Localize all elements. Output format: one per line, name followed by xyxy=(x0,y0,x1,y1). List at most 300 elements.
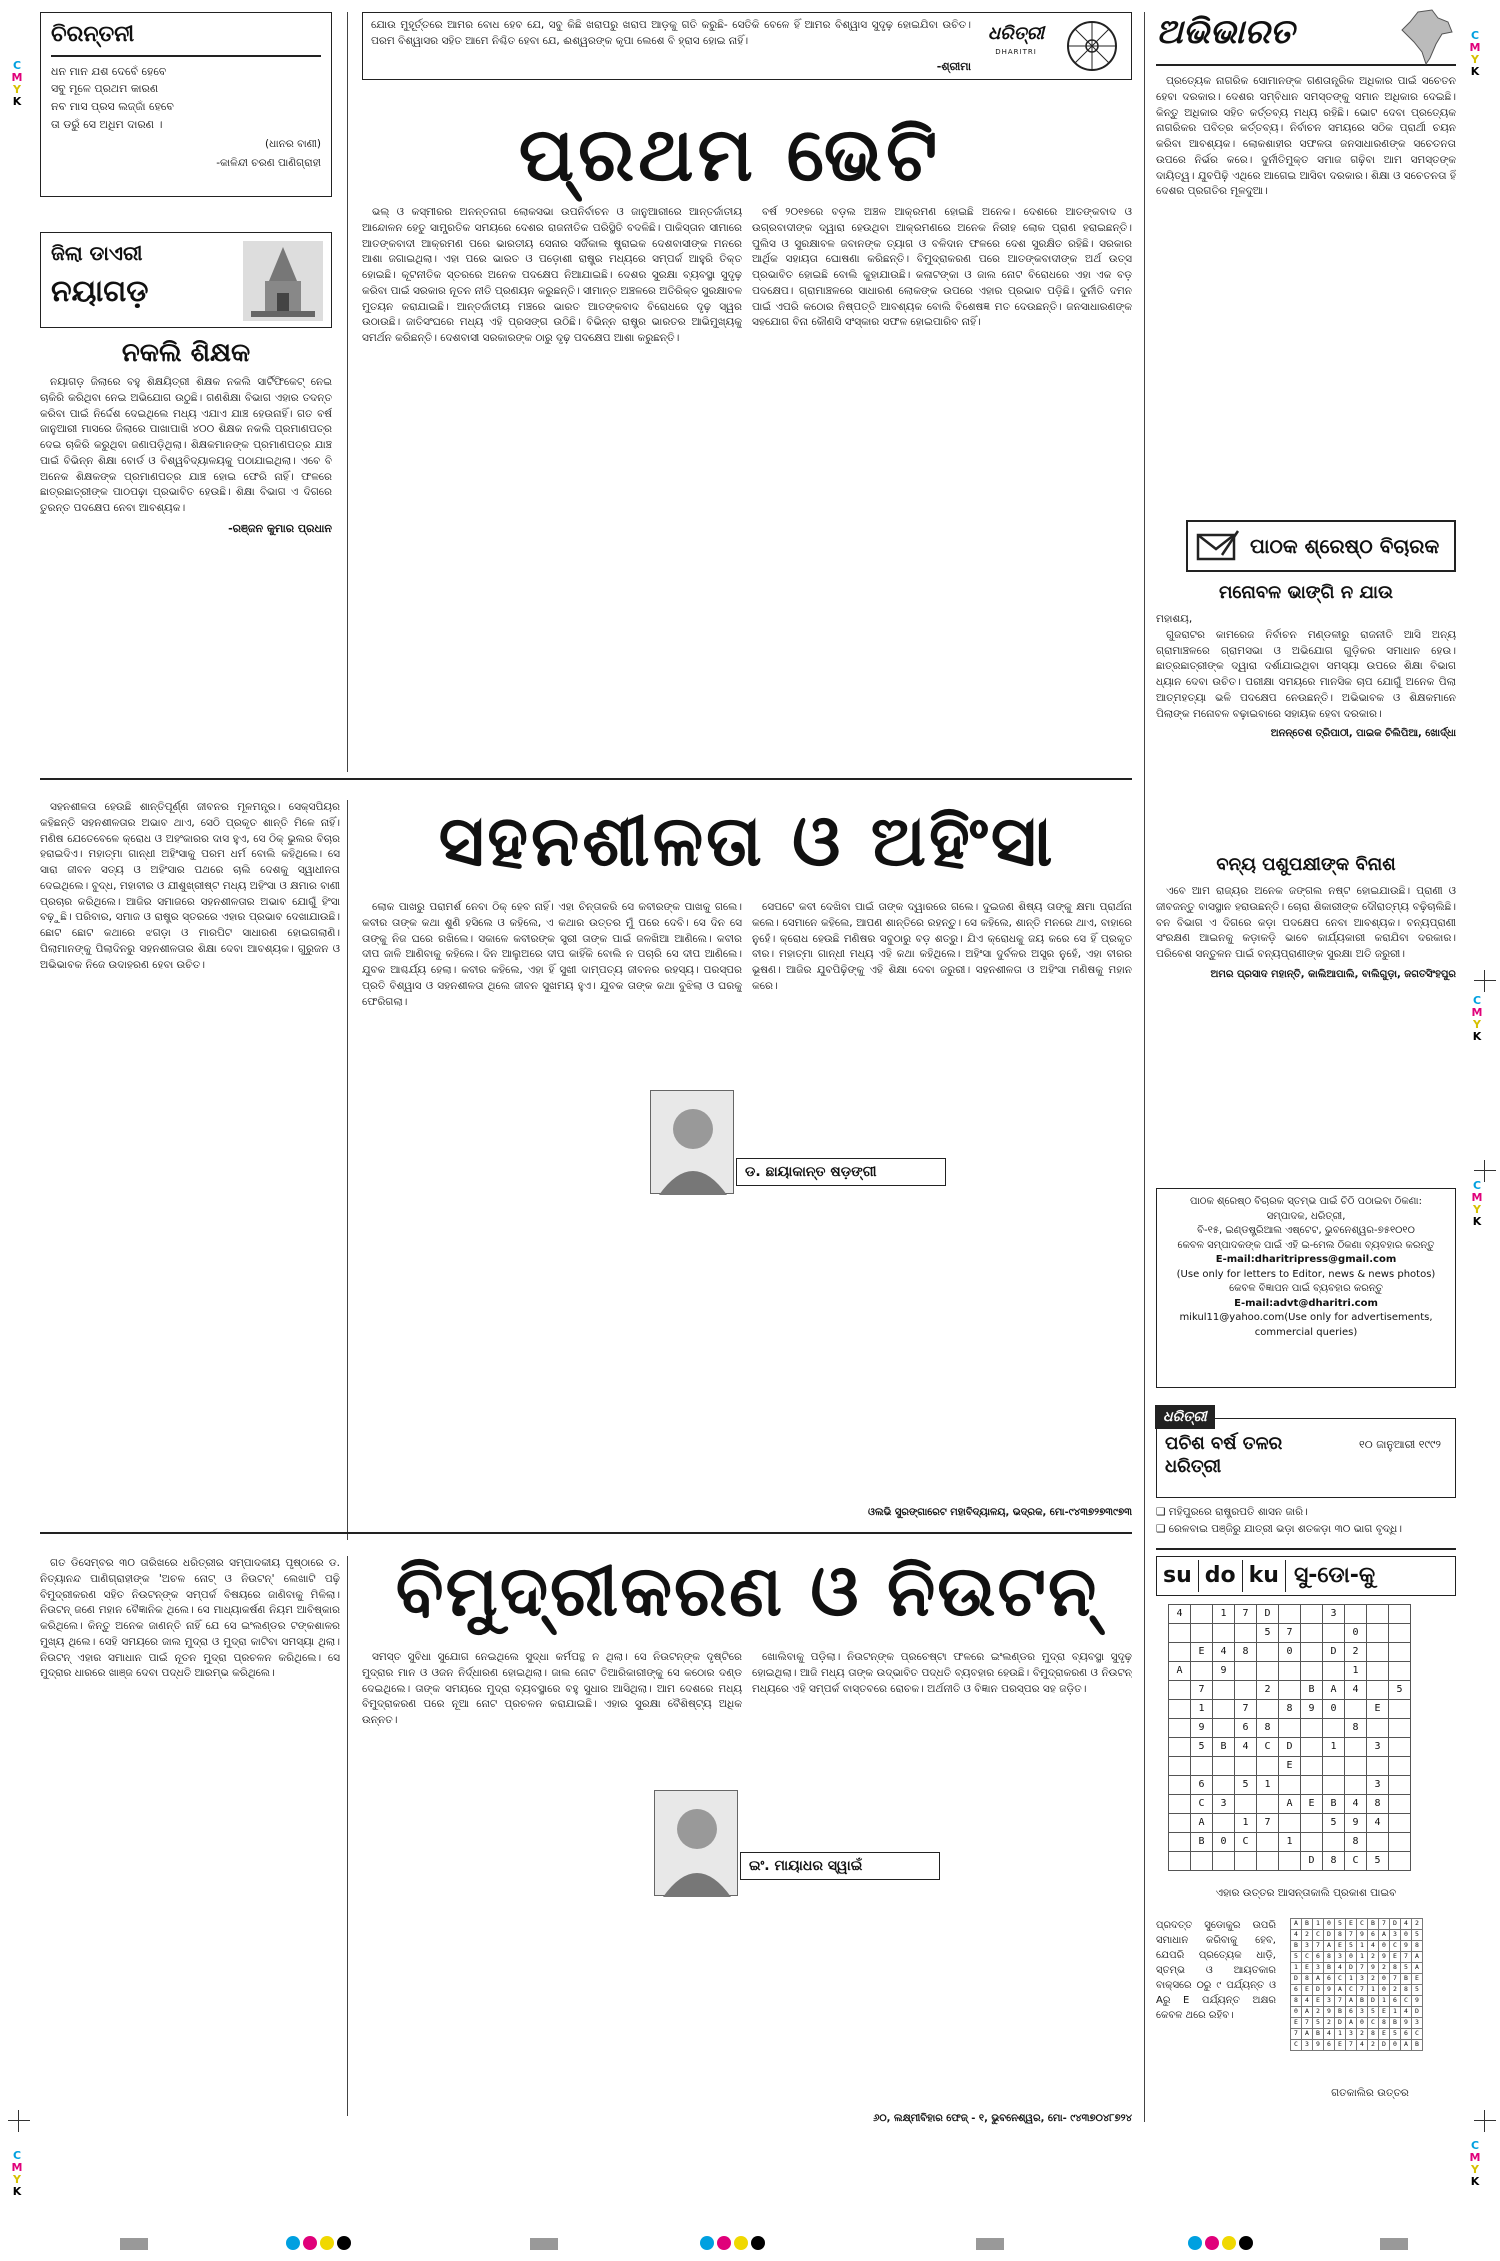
gray-bar xyxy=(530,2238,558,2250)
answer-cell: 7 xyxy=(1357,1963,1368,1974)
sudoku-cell[interactable] xyxy=(1257,1795,1279,1814)
sudoku-instructions xyxy=(1156,1918,1276,2118)
answer-cell: 1 xyxy=(1368,1985,1379,1996)
sudoku-title-part: do xyxy=(1199,1560,1243,1592)
article1-paragraph: ଭଲ୍ ଓ କସ୍ମୀରର ଅନନ୍ତନାଗ ଲୋକସଭା ଉପନିର୍ବାଚନ ଓ ଜାନୁଆରୀରେ ଆନ୍ତର୍ଜାତୀୟ ଆନ୍ଦୋଳନ ହେତୁ ସାମ୍ପ୍ରତିକ ସମୟରେ ଦେଶର ରାଜନୀତିକ ପରିସ୍ଥିତି ବଦଳିଛି। ପାକିସ୍ତାନ ସୀମାରେ ଆତଙ୍କବାଦୀ ଆକ୍ରମଣ ପରେ ଭାରତୀୟ ସେନାର ସର୍ଜିକାଲ ଷ୍ଟ୍ରାଇକ ଦେଶବାସୀଙ୍କ ମନରେ ଆଶା ଜଗାଇଥିଲା। ଏହା ପରେ ଭାରତ ଓ ପଡ଼ୋଶୀ ରାଷ୍ଟ୍ର ମଧ୍ୟରେ ସମ୍ପର୍କ ଆହୁରି ତିକ୍ତ ହୋଇଛି। କୂଟନୀତିକ ସ୍ତରରେ ଅନେକ ପଦକ୍ଷେପ ନିଆଯାଇଛି। ଦେଶର ସୁରକ୍ଷା ବ୍ୟବସ୍ଥା ସୁଦୃଢ଼ କରିବା ପାଇଁ ସରକାର ନୂତନ ନୀତି ପ୍ରଣୟନ କରୁଛନ୍ତି। ସୀମାନ୍ତ ଅଞ୍ଚଳରେ ଅତିରିକ୍ତ ସୁରକ୍ଷାବଳ ମୁତୟନ କରାଯାଇଛି। ଆନ୍ତର୍ଜାତୀୟ ମଞ୍ଚରେ ଭାରତ ଆତଙ୍କବାଦ ବିରୋଧରେ ଦୃଢ଼ ସ୍ୱର ଉଠାଉଛି। ଜାତିସଂଘରେ ମଧ୍ୟ ଏହି ପ୍ରସଙ୍ଗ ଉଠିଛି। ବିଭିନ୍ନ ରାଷ୍ଟ୍ର ଭାରତର ଆଭିମୁଖ୍ୟକୁ ସମର୍ଥନ କରିଛନ୍ତି। ଦେଶବାସୀ ସରକାରଙ୍କ ଠାରୁ ଦୃଢ଼ ପଦକ୍ଷେପ ଆଶା କରୁଛନ୍ତି। xyxy=(362,206,742,344)
answer-cell: 3 xyxy=(1412,2018,1423,2029)
sudoku-cell[interactable] xyxy=(1389,1795,1411,1814)
answer-cell: 5 xyxy=(1390,2029,1401,2040)
answer-cell: 0 xyxy=(1357,2018,1368,2029)
article1-col1 xyxy=(362,205,742,755)
sudoku-cell[interactable] xyxy=(1323,1776,1345,1795)
sudoku-cell[interactable] xyxy=(1191,1757,1213,1776)
sudoku-cell[interactable] xyxy=(1301,1662,1323,1681)
sudoku-cell[interactable] xyxy=(1323,1624,1345,1643)
address-line: ବି-୧୫, ଇଣ୍ଡଷ୍ଟ୍ରିଆଲ ଏଷ୍ଟେଟ, ଭୁବନେଶ୍ୱର-୭୫୧୦୧୦ xyxy=(1197,1225,1415,1236)
sudoku-cell: 3 xyxy=(1323,1605,1345,1624)
answer-cell: 1 xyxy=(1357,1941,1368,1952)
answer-cell: C xyxy=(1291,2040,1302,2051)
twenty-five-years-box xyxy=(1156,1409,1456,1498)
answer-cell: A xyxy=(1346,2018,1357,2029)
sudoku-cell[interactable] xyxy=(1389,1624,1411,1643)
sudoku-cell[interactable] xyxy=(1389,1757,1411,1776)
answer-cell: B xyxy=(1335,2007,1346,2018)
column-rule xyxy=(1144,12,1145,2122)
sudoku-cell[interactable] xyxy=(1169,1643,1191,1662)
sudoku-cell: 4 xyxy=(1169,1605,1191,1624)
sudoku-cell: 8 xyxy=(1323,1852,1345,1871)
sudoku-cell[interactable] xyxy=(1169,1681,1191,1700)
sudoku-row xyxy=(1169,1795,1411,1814)
sudoku-cell: 6 xyxy=(1235,1719,1257,1738)
sudoku-cell[interactable] xyxy=(1191,1852,1213,1871)
sudoku-cell[interactable] xyxy=(1389,1814,1411,1833)
email-link-editor[interactable]: E-mail:dharitripress@gmail.com xyxy=(1215,1254,1397,1265)
sudoku-cell: 8 xyxy=(1345,1833,1367,1852)
sudoku-cell: 1 xyxy=(1191,1700,1213,1719)
sudoku-cell[interactable] xyxy=(1323,1757,1345,1776)
section-rule xyxy=(40,778,1132,780)
sudoku-note: ଏହାର ଉତ୍ତର ଆସନ୍ତାକାଲି ପ୍ରକାଶ ପାଇବ xyxy=(1215,1887,1397,1899)
sudoku-instructions-text: ପ୍ରଦତ୍ତ ସୁଡୋକୁର ଉପରି ସମାଧାନ କରିବାକୁ ହେବ, ଯେପରି ପ୍ରତ୍ୟେକ ଧାଡ଼ି, ସ୍ତମ୍ଭ ଓ ଆୟତକାର ବାକ୍ସରେ ୦ରୁ ୯ ପର୍ଯ୍ୟନ୍ତ ଓ Aରୁ E ପର୍ଯ୍ୟନ୍ତ ଅକ୍ଷର କେବଳ ଥରେ ରହିବ। xyxy=(1156,1920,1276,2021)
answer-cell: E xyxy=(1412,1974,1423,1985)
yellow-swatch xyxy=(320,2236,334,2250)
answer-cell: 5 xyxy=(1412,1930,1423,1941)
answer-cell: 6 xyxy=(1390,1996,1401,2007)
sudoku-title-part: su xyxy=(1157,1560,1199,1592)
sudoku-cell[interactable] xyxy=(1257,1833,1279,1852)
twenty-five-item: ❑ ମହିପୁରରେ ରାଷ୍ଟ୍ରପତି ଶାସନ ଜାରି। xyxy=(1156,1506,1308,1518)
magenta-swatch xyxy=(303,2236,317,2250)
sudoku-cell[interactable] xyxy=(1257,1757,1279,1776)
sudoku-cell: 7 xyxy=(1257,1814,1279,1833)
answer-cell: E xyxy=(1346,1919,1357,1930)
sudoku-cell[interactable] xyxy=(1169,1852,1191,1871)
sudoku-cell[interactable] xyxy=(1235,1757,1257,1776)
sudoku-cell[interactable] xyxy=(1169,1700,1191,1719)
sudoku-cell: 4 xyxy=(1345,1795,1367,1814)
sudoku-cell[interactable] xyxy=(1367,1662,1389,1681)
dharitri-logo xyxy=(981,21,1051,57)
answer-cell: 7 xyxy=(1357,1985,1368,1996)
answer-cell: 1 xyxy=(1357,1952,1368,1963)
address-line: କେବଳ ସମ୍ପାଦକଙ୍କ ପାଇଁ ଏହି ଇ-ମେଲ ଠିକଣା ବ୍ୟବହାର କରନ୍ତୁ xyxy=(1177,1239,1435,1251)
sudoku-cell[interactable] xyxy=(1279,1814,1301,1833)
sudoku-cell[interactable] xyxy=(1367,1605,1389,1624)
answer-cell: 9 xyxy=(1379,1952,1390,1963)
sudoku-cell: 6 xyxy=(1191,1776,1213,1795)
answer-cell: 7 xyxy=(1346,2040,1357,2051)
sudoku-cell: 7 xyxy=(1235,1700,1257,1719)
answer-cell: 7 xyxy=(1335,1996,1346,2007)
answer-cell: 8 xyxy=(1412,1941,1423,1952)
sudoku-cell: 3 xyxy=(1367,1738,1389,1757)
twenty-five-items xyxy=(1156,1504,1456,1538)
abhibharat-title: ଅଭିଭାରତ xyxy=(1156,12,1295,52)
color-swatches xyxy=(700,2236,768,2255)
answer-cell: B xyxy=(1324,1963,1335,1974)
sudoku-row xyxy=(1169,1757,1411,1776)
sudoku-cell[interactable] xyxy=(1301,1757,1323,1776)
article3-author-name: ଇଂ. ମାୟାଧର ସ୍ୱାଇଁ xyxy=(740,1852,940,1880)
chirantani-box xyxy=(40,12,332,197)
answer-cell: 2 xyxy=(1379,1963,1390,1974)
sudoku-cell[interactable] xyxy=(1235,1852,1257,1871)
sudoku-cell[interactable] xyxy=(1191,1624,1213,1643)
answer-cell: C xyxy=(1302,1952,1313,1963)
answer-cell: 9 xyxy=(1368,1963,1379,1974)
sudoku-cell: 4 xyxy=(1345,1681,1367,1700)
sudoku-cell: 9 xyxy=(1301,1700,1323,1719)
sudoku-cell: 4 xyxy=(1213,1643,1235,1662)
answer-cell: E xyxy=(1313,1996,1324,2007)
answer-cell: 5 xyxy=(1368,2007,1379,2018)
article3-author-address: ୬୦, ଲକ୍ଷ୍ମୀବିହାର ଫେଜ୍ - ୧, ଭୁବନେଶ୍ୱର, ମୋ- ୯୪୩୭୦୪୮୭୨୪ xyxy=(873,2113,1132,2124)
article3-title: ବିମୁଦ୍ରୀକରଣ ଓ ନିଉଟନ୍ xyxy=(395,1549,1099,1632)
answer-cell: 6 xyxy=(1324,2040,1335,2051)
article3-paragraph: ସମସ୍ତ ସୁବିଧା ସୁଯୋଗ ନେଇଥିଲେ ସୁଦ୍ଧା କର୍ମପନ୍ଥ ନ ଥିଲା। ସେ ନିଉଟନ୍ଙ୍କ ଦୃଷ୍ଟିରେ ମୁଦ୍ରାର ମାନ ଓ ଓଜନ ନିର୍ଦ୍ଧାରଣ ହୋଇଥିଲା। ଜାଲ ନୋଟ ତିଆରିକାରୀଙ୍କୁ ସେ କଠୋର ଦଣ୍ଡ ଦେଇଥିଲେ। ତାଙ୍କ ସମୟରେ ମୁଦ୍ରା ବ୍ୟବସ୍ଥାରେ ବହୁ ସୁଧାର ଆସିଥିଲା। ଆମ ଦେଶରେ ମଧ୍ୟ ବିମୁଦ୍ରାକରଣ ପରେ ନୂଆ ନୋଟ ପ୍ରଚଳନ କରାଯାଇଛି। ଏହାର ସୁରକ୍ଷା ବୈଶିଷ୍ଟ୍ୟ ଅଧିକ ଉନ୍ନତ। xyxy=(362,1651,742,1726)
sudoku-cell[interactable] xyxy=(1389,1776,1411,1795)
sudoku-cell[interactable] xyxy=(1389,1605,1411,1624)
sudoku-cell[interactable] xyxy=(1301,1814,1323,1833)
answer-cell: 2 xyxy=(1324,2018,1335,2029)
sudoku-cell[interactable] xyxy=(1345,1605,1367,1624)
answer-cell: C xyxy=(1357,1919,1368,1930)
sudoku-cell: 1 xyxy=(1257,1776,1279,1795)
sudoku-cell[interactable] xyxy=(1213,1757,1235,1776)
black-swatch xyxy=(1239,2236,1253,2250)
article2-author-name: ଡ. ଛାୟାକାନ୍ତ ଷଡ଼ଙ୍ଗୀ xyxy=(736,1158,946,1186)
sudoku-cell[interactable] xyxy=(1389,1700,1411,1719)
answer-cell: E xyxy=(1335,1941,1346,1952)
logo-text: ଧରିତ୍ରୀ xyxy=(987,23,1045,44)
email-link-yahoo[interactable]: mikul11@yahoo.com(Use only for advertisements, commercial queries) xyxy=(1179,1312,1433,1338)
sudoku-cell[interactable] xyxy=(1367,1624,1389,1643)
sudoku-cell[interactable] xyxy=(1345,1738,1367,1757)
masthead-quote-box xyxy=(362,12,1132,80)
sudoku-cell[interactable] xyxy=(1169,1795,1191,1814)
sudoku-cell[interactable] xyxy=(1213,1776,1235,1795)
wheel-icon xyxy=(1065,19,1119,73)
envelope-icon xyxy=(1196,529,1240,563)
answer-cell: C xyxy=(1390,1941,1401,1952)
answer-cell: 8 xyxy=(1368,2029,1379,2040)
sudoku-cell[interactable] xyxy=(1301,1719,1323,1738)
diary-author: -ରଞ୍ଜନ କୁମାର ପ୍ରଧାନ xyxy=(228,521,332,535)
answer-cell: A xyxy=(1335,1985,1346,1996)
sudoku-cell: 1 xyxy=(1279,1833,1301,1852)
sudoku-cell[interactable] xyxy=(1279,1719,1301,1738)
sudoku-grid xyxy=(1168,1604,1411,1871)
sudoku-cell[interactable] xyxy=(1345,1776,1367,1795)
answer-row xyxy=(1291,1919,1423,1930)
sudoku-cell: 1 xyxy=(1323,1738,1345,1757)
sudoku-cell[interactable] xyxy=(1257,1700,1279,1719)
answer-cell: 9 xyxy=(1324,1985,1335,1996)
cmyk-mark-right-top: C M Y K xyxy=(1469,29,1481,79)
answer-cell: 8 xyxy=(1401,1985,1412,1996)
letter2-paragraph: ଏବେ ଆମ ରାଜ୍ୟର ଅନେକ ଜଙ୍ଗଲ ନଷ୍ଟ ହୋଇଯାଉଛି। ପ୍ରାଣୀ ଓ ଜୀବଜନ୍ତୁ ବାସସ୍ଥାନ ହରାଉଛନ୍ତି। ଚୋରା ଶିକାରୀଙ୍କ ଦୌରାତ୍ମ୍ୟ ବଢ଼ିଚାଲିଛି। ବନ ବିଭାଗ ଏ ଦିଗରେ କଡ଼ା ପଦକ୍ଷେପ ନେବା ଆବଶ୍ୟକ। ବନ୍ୟପ୍ରାଣୀ ସଂରକ୍ଷଣ ଆଇନକୁ କଡ଼ାକଡ଼ି ଭାବେ କାର୍ଯ୍ୟକାରୀ କରାଯିବା ଦରକାର। ପରିବେଶ ସନ୍ତୁଳନ ପାଇଁ ବନ୍ୟପ୍ରାଣୀଙ୍କ ସୁରକ୍ଷା ଅତି ଜରୁରୀ। xyxy=(1156,885,1456,960)
sudoku-title-or: ସୁ-ଡୋ-କୁ xyxy=(1293,1563,1376,1589)
answer-row xyxy=(1291,2007,1423,2018)
address-line: ସମ୍ପାଦକ, ଧରିତ୍ରୀ, xyxy=(1266,1210,1346,1222)
sudoku-cell[interactable] xyxy=(1169,1757,1191,1776)
answer-cell: 2 xyxy=(1368,2040,1379,2051)
answer-cell: 1 xyxy=(1291,1963,1302,1974)
sudoku-cell[interactable] xyxy=(1367,1833,1389,1852)
sudoku-cell: 0 xyxy=(1213,1833,1235,1852)
answer-cell: B xyxy=(1357,1996,1368,2007)
black-swatch xyxy=(337,2236,351,2250)
sudoku-title xyxy=(1156,1556,1456,1596)
magenta-swatch xyxy=(717,2236,731,2250)
answer-cell: 0 xyxy=(1401,1930,1412,1941)
sudoku-cell[interactable] xyxy=(1389,1662,1411,1681)
sudoku-cell[interactable] xyxy=(1279,1605,1301,1624)
sudoku-cell[interactable] xyxy=(1301,1624,1323,1643)
cmyk-mark-left-bottom: C M Y K xyxy=(11,2149,23,2199)
answer-cell: 9 xyxy=(1401,2018,1412,2029)
sudoku-cell[interactable] xyxy=(1389,1643,1411,1662)
sudoku-cell: 5 xyxy=(1389,1681,1411,1700)
sudoku-cell[interactable] xyxy=(1367,1643,1389,1662)
email-note: (Use only for letters to Editor, news & news photos) xyxy=(1176,1268,1436,1280)
sudoku-cell[interactable] xyxy=(1169,1776,1191,1795)
sudoku-title-part: ku xyxy=(1243,1560,1286,1592)
answer-cell: 7 xyxy=(1390,1974,1401,1985)
sudoku-cell: 7 xyxy=(1279,1624,1301,1643)
sudoku-cell: E xyxy=(1301,1795,1323,1814)
answer-cell: 8 xyxy=(1335,1930,1346,1941)
address-line: ପାଠକ ଶ୍ରେଷ୍ଠ ବିଚାରକ ସ୍ତମ୍ଭ ପାଇଁ ଚିଠି ପଠାଇବା ଠିକଣା: xyxy=(1190,1196,1422,1207)
sudoku-cell[interactable] xyxy=(1367,1719,1389,1738)
answer-cell: 6 xyxy=(1313,1952,1324,1963)
answer-cell: 1 xyxy=(1313,1919,1324,1930)
answer-cell: B xyxy=(1390,2018,1401,2029)
section-rule xyxy=(1156,1548,1456,1550)
sudoku-cell: A xyxy=(1279,1795,1301,1814)
answer-cell: 6 xyxy=(1401,2029,1412,2040)
answer-cell: 9 xyxy=(1412,1996,1423,2007)
answer-cell: 0 xyxy=(1324,1919,1335,1930)
diary-headline: ନକଲି ଶିକ୍ଷକ xyxy=(121,338,251,368)
answer-cell: A xyxy=(1313,1974,1324,1985)
sudoku-cell: 7 xyxy=(1235,1605,1257,1624)
sudoku-cell[interactable] xyxy=(1235,1662,1257,1681)
sudoku-cell[interactable] xyxy=(1213,1719,1235,1738)
answer-cell: 3 xyxy=(1313,1963,1324,1974)
sudoku-cell[interactable] xyxy=(1235,1624,1257,1643)
article3-col1 xyxy=(40,1556,340,2116)
sudoku-cell[interactable] xyxy=(1301,1605,1323,1624)
answer-cell: 2 xyxy=(1390,1985,1401,1996)
answer-cell: 0 xyxy=(1379,1985,1390,1996)
sudoku-cell[interactable] xyxy=(1389,1738,1411,1757)
sudoku-cell[interactable] xyxy=(1169,1814,1191,1833)
article3-paragraph: ଗତ ଡିସେମ୍ବର ୩୦ ତାରିଖରେ ଧରିତ୍ରୀର ସମ୍ପାଦକୀୟ ପୃଷ୍ଠାରେ ଡ. ନିତ୍ୟାନନ୍ଦ ପାଣିଗ୍ରାହୀଙ୍କ 'ଅଚଳ ନୋଟ୍ ଓ ନିଉଟନ୍' ଲେଖାଟି ପଢ଼ି ବିମୁଦ୍ରୀକରଣ ସହିତ ନିଉଟନ୍ଙ୍କ ସମ୍ପର୍କ ବିଷୟରେ ଜାଣିବାକୁ ମିଳିଲା। ନିଉଟନ୍ ଜଣେ ମହାନ ବୈଜ୍ଞାନିକ ଥିଲେ। ସେ ମାଧ୍ୟାକର୍ଷଣ ନିୟମ ଆବିଷ୍କାର କରିଥିଲେ। କିନ୍ତୁ ଅନେକ ଜାଣନ୍ତି ନାହିଁ ଯେ ସେ ଇଂଲଣ୍ଡର ଟଙ୍କଶାଳର ମୁଖ୍ୟ ଥିଲେ। ସେହି ସମୟରେ ଜାଲ ମୁଦ୍ରା ଓ ମୁଦ୍ରା କାଟିବା ସମସ୍ୟା ଥିଲା। ନିଉଟନ୍ ଏହାର ସମାଧାନ ପାଇଁ ନୂତନ ମୁଦ୍ରା ପ୍ରଚଳନ କରିଥିଲେ। ସେ ମୁଦ୍ରାର ଧାରରେ ଖାଞ୍ଜ ଦେବା ପଦ୍ଧତି ଆରମ୍ଭ କରିଥିଲେ। xyxy=(40,1557,340,1680)
registration-cross xyxy=(1474,2110,1496,2132)
yellow-swatch xyxy=(734,2236,748,2250)
sudoku-cell[interactable] xyxy=(1301,1776,1323,1795)
sudoku-cell[interactable] xyxy=(1367,1681,1389,1700)
chirantani-source: (ଧାନର ବାଣୀ) xyxy=(264,138,321,151)
sudoku-cell[interactable] xyxy=(1257,1852,1279,1871)
article2-title: ସହନଶୀଳତା ଓ ଅହିଂସା xyxy=(438,799,1056,882)
sudoku-cell[interactable] xyxy=(1279,1852,1301,1871)
letter1-salutation: ମହାଶୟ, xyxy=(1156,613,1193,625)
diary-district: ନୟାଗଡ଼ xyxy=(51,274,149,309)
answer-row xyxy=(1291,1996,1423,2007)
letter1-title: ମନୋବଳ ଭାଙ୍ଗି ନ ଯାଉ xyxy=(1218,582,1394,603)
answer-cell: 4 xyxy=(1368,1941,1379,1952)
answer-row xyxy=(1291,2040,1423,2051)
sudoku-cell: 9 xyxy=(1345,1814,1367,1833)
sudoku-cell[interactable] xyxy=(1257,1662,1279,1681)
cmyk-mark-left-top: C M Y K xyxy=(11,59,23,109)
sudoku-cell[interactable] xyxy=(1323,1833,1345,1852)
sudoku-row xyxy=(1169,1700,1411,1719)
sudoku-cell[interactable] xyxy=(1279,1681,1301,1700)
email-link-advt[interactable]: E-mail:advt@dharitri.com xyxy=(1234,1297,1378,1309)
sudoku-cell[interactable] xyxy=(1169,1833,1191,1852)
sudoku-row xyxy=(1169,1738,1411,1757)
sudoku-cell[interactable] xyxy=(1367,1757,1389,1776)
diary-paragraph: ନୟାଗଡ଼ ଜିଲାରେ ବହୁ ଶିକ୍ଷୟିତ୍ରୀ ଶିକ୍ଷକ ନକଲି ସାର୍ଟିଫିକେଟ୍ ନେଇ ଚାକିରି କରିଥିବା ନେଇ ଅଭିଯୋଗ ଉଠୁଛି। ଗଣଶିକ୍ଷା ବିଭାଗ ଏହାର ତଦନ୍ତ କରିବା ପାଇଁ ନିର୍ଦ୍ଦେଶ ଦେଇଥିଲେ ମଧ୍ୟ ଏଯାଏ ଯାଞ୍ଚ ହେଉନାହିଁ। ଗତ ବର୍ଷ ଜାନୁଆରୀ ମାସରେ ଜିଲାରେ ପାଖାପାଖି ୪୦୦ ଶିକ୍ଷକ ନକଲି ପ୍ରମାଣପତ୍ର ଦେଇ ଚାକିରି କରୁଥିବା ଜଣାପଡ଼ିଥିଲା। ଶିକ୍ଷକମାନଙ୍କ ପ୍ରମାଣପତ୍ର ଯାଞ୍ଚ ପାଇଁ ବିଭିନ୍ନ ଶିକ୍ଷା ବୋର୍ଡ ଓ ବିଶ୍ୱବିଦ୍ୟାଳୟକୁ ପଠାଯାଇଥିଲା। ଏବେ ବି ଅନେକ ଶିକ୍ଷକଙ୍କ ପ୍ରମାଣପତ୍ର ଯାଞ୍ଚ ହୋଇ ଫେରି ନାହିଁ। ଫଳରେ ଛାତ୍ରଛାତ୍ରୀଙ୍କ ପାଠପଢ଼ା ପ୍ରଭାବିତ ହେଉଛି। ଶିକ୍ଷା ବିଭାଗ ଏ ଦିଗରେ ତୁରନ୍ତ ପଦକ୍ଷେପ ନେବା ଆବଶ୍ୟକ। xyxy=(40,376,332,514)
answer-cell: 5 xyxy=(1346,1941,1357,1952)
sudoku-cell: 7 xyxy=(1191,1681,1213,1700)
black-swatch xyxy=(751,2236,765,2250)
sudoku-cell[interactable] xyxy=(1301,1738,1323,1757)
answer-cell: 7 xyxy=(1291,2029,1302,2040)
sudoku-cell: 2 xyxy=(1345,1643,1367,1662)
answer-cell: D xyxy=(1335,2018,1346,2029)
answer-cell: A xyxy=(1412,1952,1423,1963)
answer-cell: 6 xyxy=(1368,1930,1379,1941)
twenty-five-item: ❑ ରେଳବାଇ ପଞ୍ଜିରୁ ଯାତ୍ରୀ ଭଡ଼ା ଶତକଡ଼ା ୩୦ ଭାଗ ବୃଦ୍ଧି। xyxy=(1156,1522,1402,1535)
answer-cell: D xyxy=(1368,1996,1379,2007)
sudoku-cell: 5 xyxy=(1323,1814,1345,1833)
answer-row xyxy=(1291,2018,1423,2029)
magenta-swatch xyxy=(1205,2236,1219,2250)
sudoku-cell[interactable] xyxy=(1279,1776,1301,1795)
answer-row xyxy=(1291,1930,1423,1941)
sudoku-cell[interactable] xyxy=(1213,1852,1235,1871)
column-rule xyxy=(347,800,348,1540)
cmyk-mark-right-mid1: C M Y K xyxy=(1471,994,1483,1044)
article1-col2 xyxy=(752,205,1132,755)
sudoku-cell: 0 xyxy=(1323,1700,1345,1719)
sudoku-cell[interactable] xyxy=(1389,1852,1411,1871)
sudoku-cell[interactable] xyxy=(1169,1624,1191,1643)
sudoku-cell[interactable] xyxy=(1345,1700,1367,1719)
sudoku-cell[interactable] xyxy=(1169,1738,1191,1757)
sudoku-cell[interactable] xyxy=(1257,1643,1279,1662)
sudoku-cell: A xyxy=(1169,1662,1191,1681)
answer-cell: 3 xyxy=(1357,2007,1368,2018)
sudoku-cell: C xyxy=(1191,1795,1213,1814)
answer-cell: 5 xyxy=(1335,1919,1346,1930)
answer-row xyxy=(1291,1952,1423,1963)
answer-cell: 1 xyxy=(1335,2029,1346,2040)
sudoku-cell[interactable] xyxy=(1323,1719,1345,1738)
answer-cell: E xyxy=(1379,2029,1390,2040)
sudoku-cell[interactable] xyxy=(1301,1833,1323,1852)
answer-cell: A xyxy=(1346,1996,1357,2007)
author-portrait-icon xyxy=(655,1791,739,1897)
sudoku-row xyxy=(1169,1719,1411,1738)
answer-cell: 0 xyxy=(1390,2040,1401,2051)
poem-line: ସବୁ ମୂଳେ ପ୍ରଥମ କାରଣ xyxy=(51,82,159,96)
sudoku-cell[interactable] xyxy=(1279,1662,1301,1681)
sudoku-cell[interactable] xyxy=(1191,1662,1213,1681)
sudoku-cell[interactable] xyxy=(1345,1757,1367,1776)
poem-line: ନବ ମାସ ପ୍ରସ ଲଜ୍ଜାଁ ହେବେ xyxy=(51,100,174,114)
gray-bar xyxy=(976,2238,1004,2250)
answer-cell: D xyxy=(1379,2040,1390,2051)
letter2-title: ବନ୍ୟ ପଶୁପକ୍ଷୀଙ୍କ ବିନାଶ xyxy=(1216,854,1396,875)
sudoku-cell[interactable] xyxy=(1213,1700,1235,1719)
diary-label: ଜିଲା ଡାଏରୀ xyxy=(51,241,143,265)
sudoku-cell: C xyxy=(1235,1833,1257,1852)
answer-cell: A xyxy=(1324,1941,1335,1952)
answer-cell: D xyxy=(1324,1930,1335,1941)
sudoku-cell: B xyxy=(1191,1833,1213,1852)
answer-cell: 9 xyxy=(1324,2007,1335,2018)
answer-cell: E xyxy=(1291,2018,1302,2029)
sudoku-cell[interactable] xyxy=(1191,1605,1213,1624)
answer-cell: D xyxy=(1313,1985,1324,1996)
answer-cell: A xyxy=(1302,2007,1313,2018)
ad-note: କେବଳ ବିଜ୍ଞାପନ ପାଇଁ ବ୍ୟବହାର କରନ୍ତୁ xyxy=(1229,1283,1383,1294)
answer-cell: 8 xyxy=(1390,1963,1401,1974)
answer-cell: 2 xyxy=(1302,1930,1313,1941)
india-map-icon xyxy=(1398,8,1456,66)
sudoku-cell[interactable] xyxy=(1213,1624,1235,1643)
sudoku-cell[interactable] xyxy=(1169,1719,1191,1738)
temple-icon xyxy=(243,241,323,321)
answer-cell: B xyxy=(1313,2029,1324,2040)
answer-cell: 4 xyxy=(1401,2007,1412,2018)
answer-cell: 8 xyxy=(1379,2018,1390,2029)
sudoku-cell[interactable] xyxy=(1389,1833,1411,1852)
sudoku-cell[interactable] xyxy=(1301,1643,1323,1662)
sudoku-cell: C xyxy=(1345,1852,1367,1871)
answer-cell: 3 xyxy=(1302,1941,1313,1952)
yellow-swatch xyxy=(1222,2236,1236,2250)
sudoku-cell[interactable] xyxy=(1389,1719,1411,1738)
sudoku-cell[interactable] xyxy=(1213,1681,1235,1700)
sudoku-cell: 5 xyxy=(1191,1738,1213,1757)
answer-cell: 7 xyxy=(1379,1919,1390,1930)
answer-cell: 0 xyxy=(1379,1974,1390,1985)
sudoku-cell: 4 xyxy=(1367,1814,1389,1833)
sudoku-cell[interactable] xyxy=(1235,1681,1257,1700)
sudoku-row xyxy=(1169,1643,1411,1662)
answer-cell: C xyxy=(1412,2029,1423,2040)
sudoku-cell[interactable] xyxy=(1213,1814,1235,1833)
sudoku-cell[interactable] xyxy=(1323,1662,1345,1681)
letters-section-title: ପାଠକ ଶ୍ରେଷ୍ଠ ବିଚାରକ xyxy=(1250,533,1440,558)
sudoku-cell: 8 xyxy=(1367,1795,1389,1814)
quote-author: -ଶ୍ରୀମା xyxy=(936,60,971,74)
abhibharat-header xyxy=(1156,8,1456,66)
sudoku-cell: 1 xyxy=(1235,1814,1257,1833)
answer-cell: 4 xyxy=(1401,1919,1412,1930)
quote-text: ଯୋଉ ମୁହୂର୍ତ୍ତରେ ଆମର ବୋଧ ହେବ ଯେ, ସବୁ କିଛି ଖରାପରୁ ଖରାପ ଆଡ଼କୁ ଗତି କରୁଛି- ସେତିକି ବେଳେ ହିଁ ଆମର ବିଶ୍ୱାସ ସୁଦୃଢ଼ ହୋଇଯିବା ଉଚିତ। ପରମ ବିଶ୍ୱାସର ସହିତ ଆମେ ନିଶ୍ଚିତ ହେବା ଯେ, ଈଶ୍ୱରଙ୍କ କୃପା ଲେଶେ ବି ହ୍ରାସ ହୋଇ ନାହିଁ। xyxy=(371,19,971,47)
sudoku-cell[interactable] xyxy=(1235,1795,1257,1814)
gray-bar xyxy=(1380,2238,1408,2250)
answer-cell: 5 xyxy=(1412,1985,1423,1996)
